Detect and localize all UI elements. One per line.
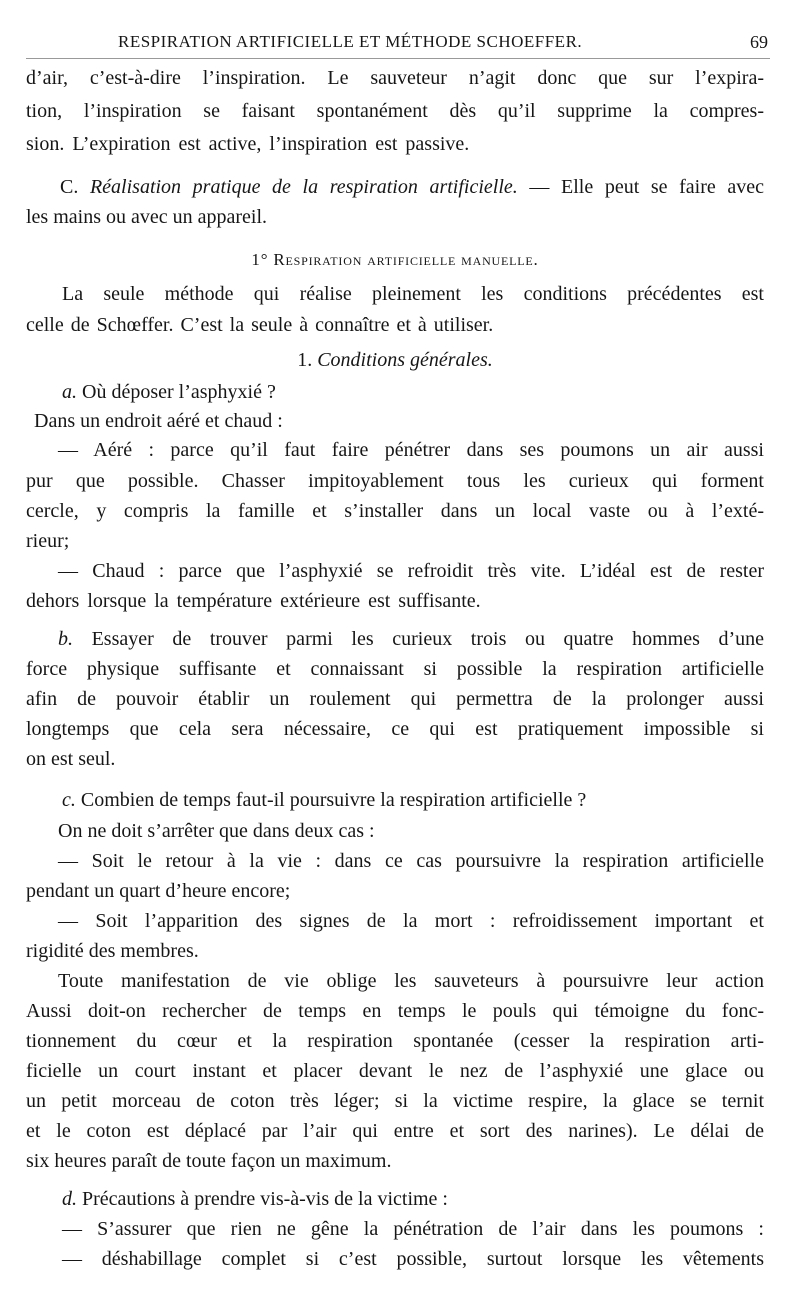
running-title: RESPIRATION ARTIFICIELLE ET MÉTHODE SCHOEFFER. (118, 32, 583, 51)
text-line: et le coton est déplacé par l’air qui entre et sort des narines). Le délai de (26, 1120, 764, 1142)
text-fragment: Combien de temps faut-il poursuivre la respiration artificielle ? (75, 789, 587, 811)
section-c-title: Réalisation pratique de la respiration artificielle. (89, 176, 518, 198)
item-a-line (26, 378, 764, 406)
text-line: six heures paraît de toute façon un maximum. (26, 1150, 392, 1172)
text-fragment: Essayer de trouver parmi les curieux trois ou quatre hommes d’une (73, 628, 764, 650)
text-line: d’air, c’est-à-dire l’inspiration. Le sauveteur n’agit donc que sur l’expira- (26, 67, 764, 89)
text-line: longtemps que cela sera nécessaire, ce qui est pratiquement impossible si (26, 718, 764, 740)
item-letter: d. (62, 1188, 77, 1210)
section-c-heading-line (26, 173, 764, 201)
text-line: — Soit l’apparition des signes de la mort : refroidissement important et (58, 910, 764, 932)
section-letter: C. (60, 176, 90, 198)
text-line: pur que possible. Chasser impitoyablement tous les curieux qui forment (26, 470, 764, 492)
text-line: ficielle un court instant et placer devant le nez de l’asphyxié une glace ou (26, 1060, 764, 1082)
text-line: Dans un endroit aéré et chaud : (34, 410, 283, 432)
heading-number: 1. (297, 349, 318, 371)
text-line: tionnement du cœur et la respiration spontanée (cesser la respiration arti- (26, 1030, 764, 1052)
text-fragment: — Elle peut se faire avec (517, 176, 764, 198)
text-line: un petit morceau de coton très léger; si la victime respire, la glace se ternit (26, 1090, 764, 1112)
running-header (26, 28, 770, 59)
item-c-line (26, 786, 764, 814)
item-letter: b. (58, 628, 73, 650)
conditions-title: Conditions générales. (317, 349, 493, 371)
text-line: celle de Schœffer. C’est la seule à connaître et à utiliser. (26, 314, 494, 336)
text-line: rieur; (26, 530, 70, 552)
text-line: — Soit le retour à la vie : dans ce cas poursuivre la respiration artificielle (58, 850, 764, 872)
text-line: les mains ou avec un appareil. (26, 206, 268, 228)
text-line: — S’assurer que rien ne gêne la pénétration de l’air dans les poumons : (62, 1218, 764, 1240)
text-line: sion. L’expiration est active, l’inspiration est passive. (26, 133, 470, 155)
text-line: — déshabillage complet si c’est possible, surtout lorsque les vêtements (62, 1248, 764, 1270)
text-line: Aussi doit-on rechercher de temps en temps le pouls qui témoigne du fonc- (26, 1000, 764, 1022)
conditions-heading (26, 346, 764, 374)
text-line: La seule méthode qui réalise pleinement les conditions précédentes est (62, 283, 764, 305)
text-line: On ne doit s’arrêter que dans deux cas : (58, 820, 375, 842)
text-fragment: Précautions à prendre vis-à-vis de la victime : (77, 1188, 448, 1210)
text-line: afin de pouvoir établir un roulement qui permettra de la prolonger aussi (26, 688, 764, 710)
text-line: rigidité des membres. (26, 940, 199, 962)
subsection-title: 1° Respiration artificielle manuelle. (251, 250, 539, 269)
item-letter: c. (62, 789, 76, 811)
text-line: cercle, y compris la famille et s’installer dans un local vaste ou à l’exté- (26, 500, 764, 522)
item-letter: a. (62, 381, 77, 403)
text-line: force physique suffisante et connaissant si possible la respiration artificielle (26, 658, 764, 680)
text-line: Toute manifestation de vie oblige les sauveteurs à poursuivre leur action (58, 970, 764, 992)
page-number: 69 (750, 32, 768, 52)
text-line: — Chaud : parce que l’asphyxié se refroidit très vite. L’idéal est de rester (58, 560, 764, 582)
text-line: on est seul. (26, 748, 116, 770)
item-d-line (26, 1185, 764, 1213)
text-line: dehors lorsque la température extérieure est suffisante. (26, 590, 481, 612)
item-b-line (26, 625, 764, 653)
text-line: tion, l’inspiration se faisant spontanément dès qu’il supprime la compres- (26, 100, 764, 122)
text-line: pendant un quart d’heure encore; (26, 880, 291, 902)
text-line: — Aéré : parce qu’il faut faire pénétrer dans ses poumons un air aussi (58, 439, 764, 461)
text-fragment: Où déposer l’asphyxié ? (77, 381, 276, 403)
subsection-heading (26, 245, 764, 274)
